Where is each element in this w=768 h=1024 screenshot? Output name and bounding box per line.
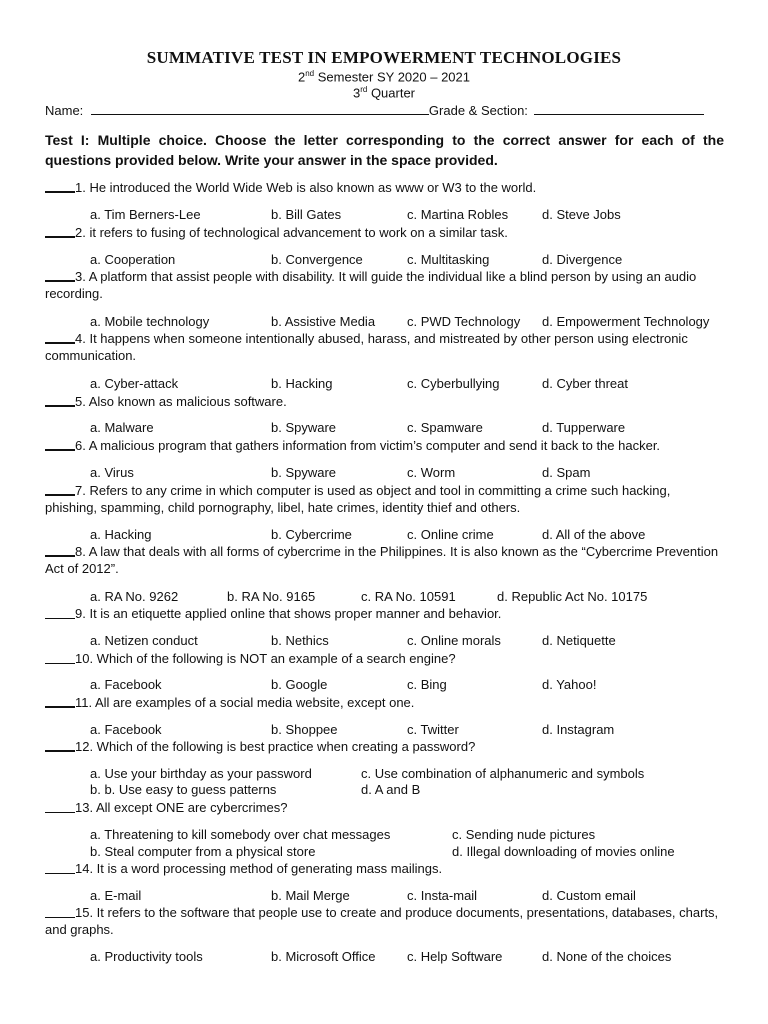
- question-text: 14. It is a word processing method of generating mass mailings.: [75, 861, 443, 876]
- option-d: d. Empowerment Technology: [542, 314, 710, 329]
- option-a: a. Use your birthday as your password: [90, 766, 312, 781]
- option-c: c. Spamware: [407, 420, 483, 435]
- question-text: 15. It refers to the software that people use to create and produce documents, presentations, databases, charts, and graphs.: [45, 905, 719, 937]
- option-a: a. Productivity tools: [90, 949, 203, 964]
- question-15: [45, 904, 725, 938]
- question-11: [45, 694, 725, 711]
- question-text: 11. All are examples of a social media website, except one.: [75, 695, 415, 710]
- option-c: c. Help Software: [407, 949, 503, 964]
- answer-blank-9[interactable]: [45, 606, 75, 619]
- question-text: 9. It is an etiquette applied online that shows proper manner and behavior.: [75, 606, 502, 621]
- name-label: Name:: [45, 103, 84, 118]
- semester-number: 2: [297, 69, 306, 85]
- option-d: d. Yahoo!: [542, 677, 597, 692]
- quarter-suffix: rd: [360, 85, 368, 94]
- option-a: a. Mobile technology: [90, 314, 210, 329]
- question-2: [45, 224, 725, 241]
- question-text: 7. Refers to any crime in which computer is used as object and tool in committing a crime such hacking, phishing, spamming, child pornography, libel, hate crimes, identity thief and others.: [45, 483, 671, 515]
- option-a: a. Tim Berners-Lee: [90, 207, 201, 222]
- question-9: [45, 605, 725, 622]
- option-d: d. Illegal downloading of movies online: [452, 844, 675, 859]
- answer-blank-1[interactable]: [45, 179, 75, 193]
- question-text: 13. All except ONE are cybercrimes?: [75, 800, 288, 815]
- option-c: c. Cyberbullying: [407, 376, 500, 391]
- semester-text: Semester SY 2020 – 2021: [314, 69, 470, 85]
- option-a: a. E-mail: [90, 888, 142, 903]
- answer-blank-3[interactable]: [45, 268, 75, 282]
- option-b: b. Assistive Media: [271, 314, 376, 329]
- question-8: [45, 543, 725, 577]
- option-c: c. Worm: [407, 465, 456, 480]
- test-title: SUMMATIVE TEST IN EMPOWERMENT TECHNOLOGIES: [146, 48, 622, 67]
- option-c: c. Bing: [407, 677, 447, 692]
- option-b: b. Nethics: [271, 633, 329, 648]
- option-d: d. A and B: [361, 782, 421, 797]
- answer-blank-7[interactable]: [45, 482, 75, 496]
- option-d: d. Netiquette: [542, 633, 616, 648]
- option-b: b. Convergence: [271, 252, 363, 267]
- option-a: a. Facebook: [90, 722, 162, 737]
- question-text: 8. A law that deals with all forms of cybercrime in the Philippines. It is also known as the “Cybercrime Prevention Act of 2012”.: [45, 544, 719, 576]
- grade-section-field[interactable]: [534, 103, 704, 115]
- question-text: 2. it refers to fusing of technological advancement to work on a similar task.: [75, 225, 508, 240]
- option-c: c. Sending nude pictures: [452, 827, 596, 842]
- answer-blank-11[interactable]: [45, 694, 75, 708]
- question-text: 5. Also known as malicious software.: [75, 394, 287, 409]
- question-12: [45, 738, 725, 755]
- option-b: b. Cybercrime: [271, 527, 352, 542]
- question-5: [45, 393, 725, 410]
- quarter-number: 3: [352, 85, 361, 101]
- question-text: 1. He introduced the World Wide Web is also known as www or W3 to the world.: [75, 180, 537, 195]
- semester-line: [0, 69, 768, 84]
- option-c: c. Online crime: [407, 527, 494, 542]
- option-b: b. Spyware: [271, 465, 337, 480]
- question-13: [45, 799, 725, 816]
- option-b: b. Spyware: [271, 420, 337, 435]
- option-b: b. RA No. 9165: [227, 589, 316, 604]
- option-a: a. Malware: [90, 420, 154, 435]
- question-7: [45, 482, 725, 516]
- answer-blank-2[interactable]: [45, 224, 75, 238]
- option-c: c. Martina Robles: [407, 207, 509, 222]
- option-b: b. Google: [271, 677, 328, 692]
- option-b: b. Bill Gates: [271, 207, 342, 222]
- answer-blank-4[interactable]: [45, 330, 75, 344]
- option-c: c. RA No. 10591: [361, 589, 456, 604]
- question-6: [45, 437, 725, 454]
- question-4: [45, 330, 725, 364]
- name-grade-line: [45, 103, 725, 118]
- answer-blank-15[interactable]: [45, 905, 75, 918]
- answer-blank-14[interactable]: [45, 861, 75, 874]
- question-text: 12. Which of the following is best practice when creating a password?: [75, 739, 476, 754]
- option-a: a. Cooperation: [90, 252, 176, 267]
- answer-blank-12[interactable]: [45, 738, 75, 752]
- option-a: a. Hacking: [90, 527, 152, 542]
- answer-blank-8[interactable]: [45, 543, 75, 557]
- question-14: [45, 860, 725, 877]
- question-10: [45, 650, 725, 667]
- option-a: a. RA No. 9262: [90, 589, 179, 604]
- option-d: d. Cyber threat: [542, 376, 628, 391]
- name-field[interactable]: [91, 103, 429, 115]
- option-c: c. PWD Technology: [407, 314, 521, 329]
- option-a: a. Threatening to kill somebody over chat messages: [90, 827, 391, 842]
- option-c: c. Use combination of alphanumeric and symbols: [361, 766, 645, 781]
- option-a: a. Facebook: [90, 677, 162, 692]
- option-d: d. Steve Jobs: [542, 207, 621, 222]
- option-d: d. Tupperware: [542, 420, 626, 435]
- question-text: 10. Which of the following is NOT an example of a search engine?: [75, 651, 456, 666]
- option-d: d. Spam: [542, 465, 591, 480]
- option-a: a. Netizen conduct: [90, 633, 198, 648]
- answer-blank-10[interactable]: [45, 651, 75, 664]
- option-b: b. Mail Merge: [271, 888, 350, 903]
- question-text: 6. A malicious program that gathers information from victim’s computer and send it back to the hacker.: [75, 438, 661, 453]
- semester-suffix: nd: [305, 69, 315, 78]
- option-d: d. Divergence: [542, 252, 623, 267]
- option-b: b. Shoppee: [271, 722, 338, 737]
- option-d: d. All of the above: [542, 527, 646, 542]
- answer-blank-6[interactable]: [45, 437, 75, 451]
- option-b: b. Steal computer from a physical store: [90, 844, 316, 859]
- option-d: d. Republic Act No. 10175: [497, 589, 648, 604]
- option-b: b. Microsoft Office: [271, 949, 376, 964]
- option-c: c. Twitter: [407, 722, 459, 737]
- quarter-line: [0, 85, 768, 100]
- question-1: [45, 179, 725, 196]
- answer-blank-5[interactable]: [45, 393, 75, 407]
- option-b: b. Hacking: [271, 376, 333, 391]
- question-text: 3. A platform that assist people with disability. It will guide the individual like a blind person by using an audio recording.: [45, 269, 697, 301]
- question-text: 4. It happens when someone intentionally abused, harass, and mistreated by other person using electronic communication.: [45, 331, 688, 363]
- grade-section-label: Grade & Section:: [428, 103, 528, 118]
- option-a: a. Virus: [90, 465, 134, 480]
- option-a: a. Cyber-attack: [90, 376, 179, 391]
- question-3: [45, 268, 725, 302]
- option-c: c. Insta-mail: [407, 888, 478, 903]
- option-b: b. b. Use easy to guess patterns: [90, 782, 277, 797]
- instructions: Test I: Multiple choice. Choose the letter corresponding to the correct answer for each of the questions provided below. Write your answer in the space provided.: [45, 132, 724, 168]
- option-c: c. Online morals: [407, 633, 501, 648]
- option-c: c. Multitasking: [407, 252, 490, 267]
- option-d: d. Custom email: [542, 888, 636, 903]
- option-d: d. None of the choices: [542, 949, 672, 964]
- option-d: d. Instagram: [542, 722, 615, 737]
- quarter-text: Quarter: [367, 85, 416, 101]
- answer-blank-13[interactable]: [45, 800, 75, 813]
